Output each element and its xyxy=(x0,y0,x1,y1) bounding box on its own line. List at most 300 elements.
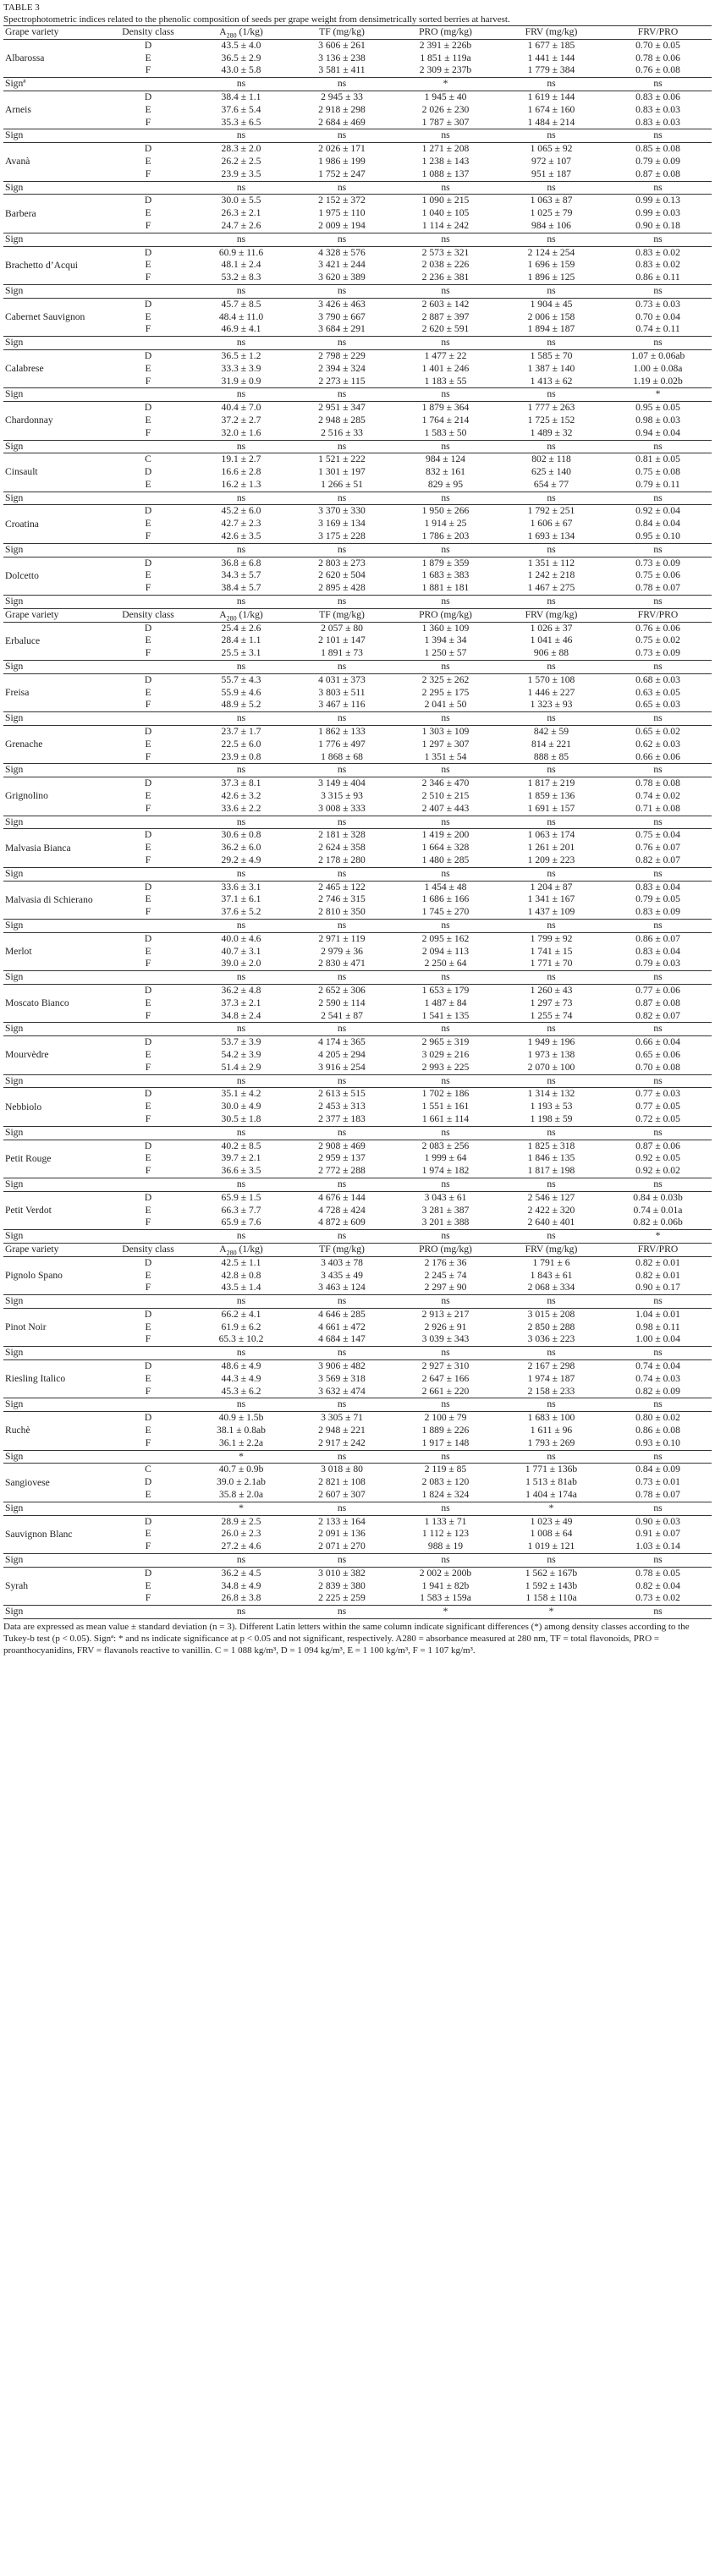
value-cell: 1 661 ± 114 xyxy=(421,1112,470,1124)
value-cell: 1 653 ± 179 xyxy=(393,984,498,997)
sign-value: ns xyxy=(291,867,393,881)
sign-value: * xyxy=(604,1230,712,1244)
sign-value: ns xyxy=(393,1450,498,1464)
density-class: D xyxy=(105,1088,191,1101)
sign-row xyxy=(3,919,712,932)
value-cell: 1.19 ± 0.02b xyxy=(633,375,683,387)
value-cell: 36.5 ± 1.2 xyxy=(191,349,291,362)
column-header: TF (mg/kg) xyxy=(291,1243,393,1256)
value-cell: 2 167 ± 298 xyxy=(498,1360,604,1373)
value-cell: 0.79 ± 0.09 xyxy=(635,155,680,167)
table-row xyxy=(3,893,712,906)
empty-cell xyxy=(105,543,191,557)
value-cell: 2 926 ± 91 xyxy=(424,1321,467,1332)
table-row xyxy=(3,1152,712,1165)
value-cell: 1 851 ± 119a xyxy=(420,52,471,63)
table-row xyxy=(3,376,712,388)
table-row xyxy=(3,143,712,156)
value-cell: 2 152 ± 372 xyxy=(291,195,393,207)
value-cell: 1 404 ± 174a xyxy=(525,1489,577,1501)
header-row xyxy=(3,26,712,40)
value-cell: 0.78 ± 0.07 xyxy=(635,582,680,594)
value-cell: 3 916 ± 254 xyxy=(318,1061,366,1073)
value-cell: 1 193 ± 53 xyxy=(530,1101,573,1112)
value-cell: 0.93 ± 0.10 xyxy=(635,1436,680,1448)
value-cell: 1 999 ± 64 xyxy=(424,1152,467,1164)
value-cell: 66.2 ± 4.1 xyxy=(191,1308,291,1321)
value-cell: 0.77 ± 0.03 xyxy=(604,1088,712,1101)
table-row xyxy=(3,984,712,997)
density-class: E xyxy=(145,569,151,581)
value-cell: 2 640 ± 401 xyxy=(527,1217,575,1228)
value-cell: 0.75 ± 0.02 xyxy=(635,634,680,646)
value-cell: 2 510 ± 215 xyxy=(421,790,470,802)
value-cell: 1 351 ± 54 xyxy=(424,750,467,762)
sign-label: Sign xyxy=(3,543,105,557)
column-header: PRO (mg/kg) xyxy=(393,1243,498,1256)
value-cell: 36.2 ± 4.8 xyxy=(191,984,291,997)
sign-value: ns xyxy=(191,337,291,350)
value-cell: 1 696 ± 159 xyxy=(527,259,575,271)
value-cell: 951 ± 187 xyxy=(531,168,571,179)
value-cell: 2 083 ± 120 xyxy=(421,1476,470,1488)
sign-value: ns xyxy=(191,1606,291,1619)
density-class: D xyxy=(105,143,191,156)
value-cell: 36.2 ± 4.5 xyxy=(191,1567,291,1579)
table-row xyxy=(3,1270,712,1283)
sign-value: * xyxy=(393,78,498,91)
table-row xyxy=(3,777,712,790)
value-cell: 40.9 ± 1.5b xyxy=(191,1412,291,1425)
sign-value: ns xyxy=(498,284,604,298)
sign-value: ns xyxy=(604,867,712,881)
value-cell: 814 ± 221 xyxy=(531,738,571,750)
value-cell: 1 387 ± 140 xyxy=(527,362,575,374)
density-class: D xyxy=(105,195,191,207)
sign-label: Sign xyxy=(3,1074,105,1088)
sign-value: ns xyxy=(191,1126,291,1140)
value-cell: 1 941 ± 82b xyxy=(421,1579,470,1591)
value-cell: 1.00 ± 0.04 xyxy=(635,1333,680,1345)
sign-value: ns xyxy=(291,816,393,829)
sign-value: ns xyxy=(191,233,291,246)
sign-value: ns xyxy=(291,971,393,985)
value-cell: 0.83 ± 0.06 xyxy=(604,91,712,103)
variety-name: Petit Verdot xyxy=(3,1191,105,1229)
value-cell: 1 413 ± 62 xyxy=(530,375,573,387)
value-cell: 2 057 ± 80 xyxy=(321,622,363,634)
density-class: D xyxy=(105,349,191,362)
value-cell: 1 691 ± 157 xyxy=(527,802,575,814)
value-cell: 31.9 ± 0.9 xyxy=(221,375,261,387)
table-row xyxy=(3,854,712,867)
value-cell: 1 025 ± 79 xyxy=(530,207,573,219)
value-cell: 2 772 ± 288 xyxy=(318,1165,366,1177)
table-row xyxy=(3,156,712,168)
sign-row xyxy=(3,1230,712,1244)
table-row xyxy=(3,272,712,284)
density-class: F xyxy=(145,64,151,76)
value-cell: 60.9 ± 11.6 xyxy=(191,246,291,259)
value-cell: 1 261 ± 201 xyxy=(527,842,575,854)
value-cell: 4 676 ± 144 xyxy=(291,1191,393,1204)
value-cell: 1 314 ± 132 xyxy=(498,1088,604,1101)
value-cell: 2 830 ± 471 xyxy=(318,958,366,969)
table-row xyxy=(3,842,712,854)
sign-value: ns xyxy=(498,971,604,985)
density-class: F xyxy=(145,168,151,179)
value-cell: 42.6 ± 3.5 xyxy=(221,530,261,542)
sign-value: * xyxy=(498,1606,604,1619)
value-cell: 2 620 ± 504 xyxy=(318,569,366,581)
variety-name: Erbaluce xyxy=(5,634,41,646)
value-cell: 42.8 ± 0.8 xyxy=(221,1269,261,1281)
value-cell: 2 810 ± 350 xyxy=(318,906,366,918)
sign-value: ns xyxy=(498,1178,604,1191)
sign-value: ns xyxy=(393,596,498,609)
density-class: F xyxy=(145,699,151,711)
value-cell: 0.75 ± 0.06 xyxy=(635,569,680,581)
variety-name: Merlot xyxy=(3,932,105,970)
value-cell: 1 026 ± 37 xyxy=(530,622,573,634)
sign-value: ns xyxy=(604,661,712,674)
sign-row xyxy=(3,1554,712,1568)
density-class: F xyxy=(145,1541,151,1552)
density-class: E xyxy=(145,478,151,490)
value-cell: 0.62 ± 0.03 xyxy=(635,738,680,750)
value-cell: 1 489 ± 32 xyxy=(530,426,573,438)
value-cell: 1 446 ± 227 xyxy=(527,686,575,698)
density-class: D xyxy=(105,246,191,259)
value-cell: 0.65 ± 0.03 xyxy=(635,699,680,711)
value-cell: 30.0 ± 5.5 xyxy=(191,195,291,207)
value-cell: 3 281 ± 387 xyxy=(421,1204,470,1216)
sign-value: ns xyxy=(191,440,291,453)
sign-value: ns xyxy=(291,1023,393,1036)
value-cell: 1 441 ± 144 xyxy=(527,52,575,63)
value-cell: 1 686 ± 166 xyxy=(421,893,470,905)
value-cell: 33.6 ± 2.2 xyxy=(221,802,261,814)
density-class: E xyxy=(145,207,151,219)
sign-value: ns xyxy=(393,816,498,829)
value-cell: 2 624 ± 358 xyxy=(318,842,366,854)
sign-value: ns xyxy=(498,1074,604,1088)
value-cell: 0.80 ± 0.02 xyxy=(604,1412,712,1425)
sign-row xyxy=(3,1126,712,1140)
value-cell: 3 018 ± 80 xyxy=(291,1464,393,1476)
column-header: Grape variety xyxy=(3,1243,105,1256)
sign-label: Sign xyxy=(3,1606,105,1619)
sign-value: ns xyxy=(393,1295,498,1309)
value-cell: 1 255 ± 74 xyxy=(530,1009,573,1021)
variety-name: Pignolo Spano xyxy=(5,1269,63,1281)
value-cell: 972 ± 107 xyxy=(531,155,571,167)
value-cell: 32.0 ± 1.6 xyxy=(221,426,261,438)
table-row xyxy=(3,1360,712,1373)
column-header: PRO (mg/kg) xyxy=(393,608,498,622)
density-class: F xyxy=(145,1282,151,1293)
table-row xyxy=(3,946,712,958)
value-cell: 0.70 ± 0.08 xyxy=(635,1061,680,1073)
sign-value: ns xyxy=(498,1398,604,1412)
value-cell: 0.90 ± 0.03 xyxy=(604,1515,712,1528)
value-cell: 40.2 ± 8.5 xyxy=(191,1140,291,1152)
value-cell: 0.74 ± 0.11 xyxy=(635,323,680,335)
header-row xyxy=(3,608,712,622)
density-class: D xyxy=(105,1140,191,1152)
sign-value: ns xyxy=(393,233,498,246)
value-cell: 0.86 ± 0.07 xyxy=(604,932,712,945)
empty-cell xyxy=(105,1450,191,1464)
value-cell: 2 068 ± 334 xyxy=(527,1282,575,1293)
value-cell: 1 088 ± 137 xyxy=(421,168,470,179)
value-cell: 3 803 ± 511 xyxy=(318,686,366,698)
sign-label: Sign xyxy=(3,492,105,505)
value-cell: 0.78 ± 0.07 xyxy=(635,1489,680,1501)
value-cell: 1 250 ± 57 xyxy=(424,647,467,659)
value-cell: 0.92 ± 0.02 xyxy=(635,1165,680,1177)
value-cell: 0.75 ± 0.04 xyxy=(604,829,712,842)
value-cell: 2 945 ± 33 xyxy=(291,91,393,103)
value-cell: 0.82 ± 0.07 xyxy=(635,1009,680,1021)
table-row xyxy=(3,530,712,543)
sign-value: ns xyxy=(291,1554,393,1568)
variety-name: Syrah xyxy=(3,1567,105,1605)
value-cell: 1 779 ± 384 xyxy=(527,64,575,76)
value-cell: 2 607 ± 307 xyxy=(318,1489,366,1501)
value-cell: 1 677 ± 185 xyxy=(527,39,575,51)
sign-value: ns xyxy=(191,919,291,932)
value-cell: 26.2 ± 2.5 xyxy=(221,155,261,167)
sign-value: ns xyxy=(393,284,498,298)
value-cell: 36.6 ± 3.5 xyxy=(221,1165,261,1177)
variety-name: Cabernet Sauvignon xyxy=(3,298,105,336)
sign-value: ns xyxy=(191,1398,291,1412)
density-class: E xyxy=(145,790,151,802)
sign-value: ns xyxy=(604,1606,712,1619)
sign-value: ns xyxy=(393,440,498,453)
sign-value: ns xyxy=(393,867,498,881)
value-cell: 1 583 ± 159a xyxy=(420,1592,471,1604)
sign-value: ns xyxy=(291,1295,393,1309)
value-cell: 1 949 ± 196 xyxy=(498,1036,604,1049)
sign-value: ns xyxy=(393,1178,498,1191)
sign-value: ns xyxy=(498,596,604,609)
sign-value: ns xyxy=(291,388,393,402)
value-cell: 25.5 ± 3.1 xyxy=(221,647,261,659)
empty-cell xyxy=(105,388,191,402)
density-class: F xyxy=(145,854,151,865)
sign-value: ns xyxy=(604,1074,712,1088)
table-row xyxy=(3,1476,712,1489)
value-cell: 0.82 ± 0.07 xyxy=(635,854,680,865)
value-cell: 37.1 ± 6.1 xyxy=(221,893,261,905)
density-class: E xyxy=(145,1152,151,1164)
column-header: Density class xyxy=(105,1243,191,1256)
empty-cell xyxy=(105,1230,191,1244)
sign-value: ns xyxy=(604,1450,712,1464)
value-cell: 43.5 ± 1.4 xyxy=(221,1282,261,1293)
value-cell: 1 487 ± 84 xyxy=(424,997,467,1008)
density-class: E xyxy=(145,945,151,957)
column-header: FRV (mg/kg) xyxy=(498,26,604,40)
column-header: PRO (mg/kg) xyxy=(393,26,498,40)
sign-value: ns xyxy=(498,1295,604,1309)
value-cell: 1 266 ± 51 xyxy=(321,478,363,490)
variety-name: Arneis xyxy=(3,91,105,129)
value-cell: 2 273 ± 115 xyxy=(318,375,366,387)
table-row xyxy=(3,997,712,1010)
value-cell: 1 209 ± 223 xyxy=(527,854,575,865)
density-class: D xyxy=(105,1360,191,1373)
value-cell: 1 791 ± 6 xyxy=(532,1256,570,1268)
sign-value: ns xyxy=(604,543,712,557)
table-row xyxy=(3,402,712,415)
sign-row xyxy=(3,78,712,91)
value-cell: 0.84 ± 0.09 xyxy=(604,1464,712,1476)
sign-value: ns xyxy=(291,596,393,609)
empty-cell xyxy=(105,1502,191,1515)
value-cell: 0.82 ± 0.04 xyxy=(635,1579,680,1591)
value-cell: 3 684 ± 291 xyxy=(318,323,366,335)
value-cell: 0.79 ± 0.05 xyxy=(635,893,680,905)
value-cell: 23.9 ± 0.8 xyxy=(221,750,261,762)
sign-label: Sign xyxy=(3,816,105,829)
sign-label: Sign xyxy=(3,1295,105,1309)
density-class: E xyxy=(145,1101,151,1112)
value-cell: 0.87 ± 0.08 xyxy=(635,168,680,179)
sign-value: ns xyxy=(291,492,393,505)
sign-value: ns xyxy=(191,661,291,674)
table-row xyxy=(3,363,712,376)
value-cell: 2 158 ± 233 xyxy=(527,1385,575,1397)
value-cell: 2 346 ± 470 xyxy=(393,777,498,790)
value-cell: 0.68 ± 0.03 xyxy=(604,673,712,686)
value-cell: 51.4 ± 2.9 xyxy=(221,1061,261,1073)
table-row xyxy=(3,634,712,647)
value-cell: 1 041 ± 46 xyxy=(530,634,573,646)
sign-value: ns xyxy=(604,816,712,829)
density-class: E xyxy=(145,1372,151,1384)
value-cell: 1 158 ± 110a xyxy=(525,1592,577,1604)
value-cell: 55.7 ± 4.3 xyxy=(191,673,291,686)
value-cell: 34.8 ± 2.4 xyxy=(221,1009,261,1021)
sign-value: ns xyxy=(291,1347,393,1360)
value-cell: 2 465 ± 122 xyxy=(291,881,393,893)
value-cell: 1 776 ± 497 xyxy=(318,738,366,750)
value-cell: 2 119 ± 85 xyxy=(393,1464,498,1476)
value-cell: 22.5 ± 6.0 xyxy=(221,738,261,750)
value-cell: 38.4 ± 5.7 xyxy=(221,582,261,594)
sign-value: ns xyxy=(291,919,393,932)
density-class: E xyxy=(145,1425,151,1436)
value-cell: 1 664 ± 328 xyxy=(421,842,470,854)
value-cell: 2 176 ± 36 xyxy=(424,1256,467,1268)
empty-cell xyxy=(105,1295,191,1309)
value-cell: 2 979 ± 36 xyxy=(321,945,363,957)
sign-label: Sign xyxy=(3,712,105,726)
value-cell: 1 879 ± 359 xyxy=(393,557,498,569)
column-header: FRV (mg/kg) xyxy=(498,1243,604,1256)
sign-label: Sign xyxy=(3,337,105,350)
table-row xyxy=(3,687,712,700)
sign-row xyxy=(3,1023,712,1036)
value-cell: 1 562 ± 167b xyxy=(498,1567,604,1579)
value-cell: 832 ± 161 xyxy=(426,466,465,478)
sign-value: ns xyxy=(291,1398,393,1412)
phenolic-table xyxy=(3,25,712,1619)
value-cell: 2 908 ± 469 xyxy=(291,1140,393,1152)
value-cell: 1 817 ± 198 xyxy=(527,1165,575,1177)
density-class: F xyxy=(145,426,151,438)
table-row xyxy=(3,427,712,440)
density-class: E xyxy=(145,155,151,167)
sign-value: ns xyxy=(393,971,498,985)
sign-value: ns xyxy=(604,1295,712,1309)
variety-name: Grignolino xyxy=(3,777,105,816)
sign-value: ns xyxy=(604,233,712,246)
value-cell: 44.3 ± 4.9 xyxy=(221,1372,261,1384)
value-cell: 0.71 ± 0.08 xyxy=(635,802,680,814)
table-row xyxy=(3,582,712,595)
value-cell: 1 619 ± 144 xyxy=(498,91,604,103)
empty-cell xyxy=(105,1347,191,1360)
value-cell: 1 974 ± 187 xyxy=(527,1372,575,1384)
column-header: Density class xyxy=(105,26,191,40)
value-cell: 0.74 ± 0.04 xyxy=(604,1360,712,1373)
sign-value: ns xyxy=(191,1023,291,1036)
table-caption: TABLE 3 xyxy=(3,3,40,13)
empty-cell xyxy=(105,1126,191,1140)
empty-cell xyxy=(105,337,191,350)
value-cell: 65.9 ± 7.6 xyxy=(221,1217,261,1228)
value-cell: 1 606 ± 67 xyxy=(530,518,573,530)
empty-cell xyxy=(105,78,191,91)
value-cell: 1 745 ± 270 xyxy=(421,906,470,918)
column-header: Density class xyxy=(105,608,191,622)
sign-label: Sign xyxy=(3,284,105,298)
value-cell: 45.3 ± 6.2 xyxy=(221,1385,261,1397)
value-cell: 0.82 ± 0.01 xyxy=(635,1256,680,1268)
sign-row xyxy=(3,181,712,195)
value-cell: 46.9 ± 4.1 xyxy=(221,323,261,335)
value-cell: 0.78 ± 0.08 xyxy=(604,777,712,790)
sign-row xyxy=(3,1398,712,1412)
density-class: F xyxy=(145,958,151,969)
value-cell: 0.74 ± 0.01a xyxy=(633,1204,683,1216)
value-cell: 1 065 ± 92 xyxy=(498,143,604,156)
value-cell: 3 043 ± 61 xyxy=(393,1191,498,1204)
density-class: E xyxy=(145,738,151,750)
value-cell: 3 463 ± 124 xyxy=(318,1282,366,1293)
value-cell: 38.1 ± 0.8ab xyxy=(217,1425,266,1436)
variety-name: Pinot Noir xyxy=(3,1308,105,1346)
value-cell: 42.7 ± 2.3 xyxy=(221,518,261,530)
sign-value: ns xyxy=(498,440,604,453)
value-cell: 19.1 ± 2.7 xyxy=(191,453,291,466)
value-cell: 24.7 ± 2.6 xyxy=(221,219,261,231)
value-cell: 4 646 ± 285 xyxy=(291,1308,393,1321)
sign-value: ns xyxy=(498,919,604,932)
value-cell: 4 872 ± 609 xyxy=(318,1217,366,1228)
value-cell: 3 201 ± 388 xyxy=(421,1217,470,1228)
value-cell: 0.87 ± 0.06 xyxy=(604,1140,712,1152)
density-class: D xyxy=(144,622,152,634)
value-cell: 2 038 ± 226 xyxy=(421,259,470,271)
value-cell: 1 975 ± 110 xyxy=(318,207,366,219)
value-cell: 40.0 ± 4.6 xyxy=(191,932,291,945)
value-cell: 26.8 ± 3.8 xyxy=(221,1592,261,1604)
